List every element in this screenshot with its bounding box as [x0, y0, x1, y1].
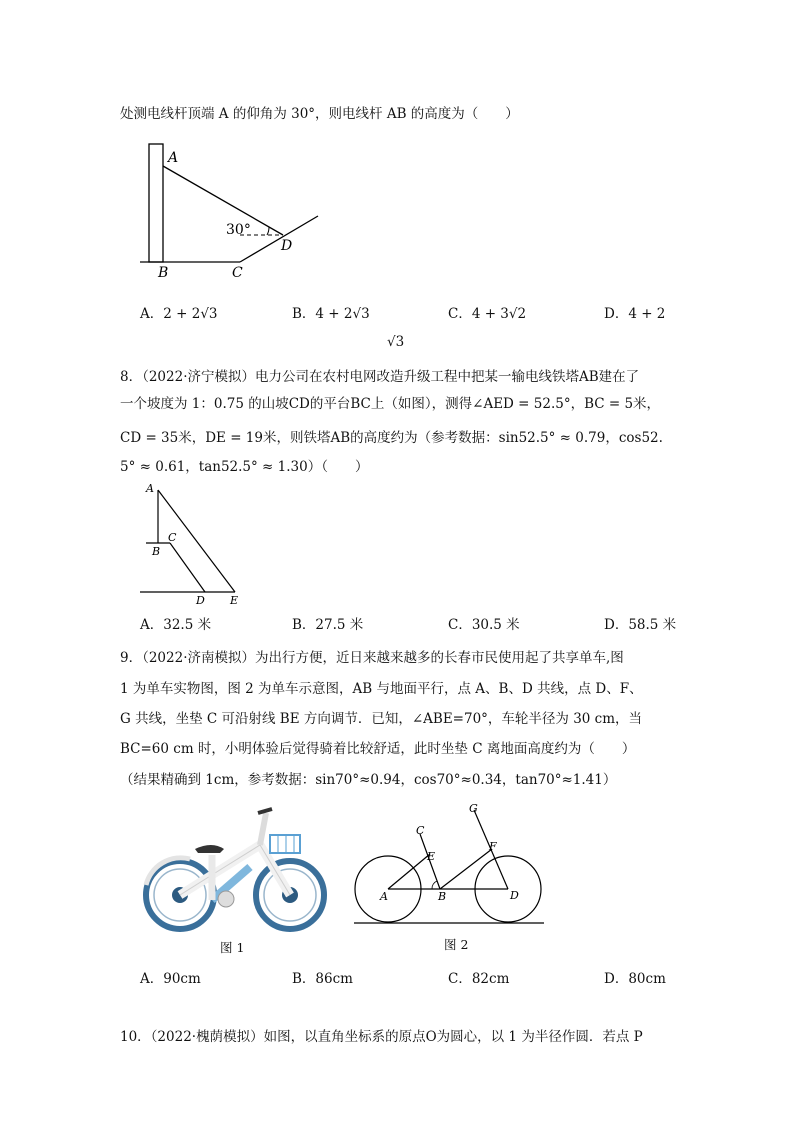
q9-stem-line5: （结果精确到 1cm，参考数据：sin70°≈0.94，cos70°≈0.34，tan70°≈1.41） [120, 772, 617, 788]
bicycle-photo [140, 805, 330, 935]
q8-figure [138, 478, 248, 608]
q8-label-d: D [196, 594, 205, 607]
q8-label-c: C [168, 531, 177, 544]
q9-stem-line4: BC=60 cm 时，小明体验后觉得骑着比较舒适，此时坐垫 C 离地面高度约为（ ） [120, 741, 636, 757]
q9-stem-line3: G 共线，坐垫 C 可沿射线 BE 方向调节．已知，∠ABE=70°，车轮半径为 30 cm，当 [120, 711, 643, 727]
q8-stem-line4: 5° ≈ 0.61，tan52.5° ≈ 1.30）（ ） [120, 459, 369, 475]
q7-label-c: C [232, 265, 243, 281]
q7-stem-line1: 处测电线杆顶端 A 的仰角为 30°，则电线杆 AB 的高度为（ ） [120, 106, 519, 122]
bicycle-schematic [352, 796, 547, 930]
q7-option-a[interactable]: A．2 + 2√3 [140, 306, 218, 322]
q9-option-a[interactable]: A．90cm [140, 971, 201, 987]
q7-option-b[interactable]: B．4 + 2√3 [292, 306, 370, 322]
q7-figure [140, 138, 330, 283]
q7-label-b: B [158, 265, 169, 281]
schematic-label-c: C [416, 824, 425, 837]
figure-1-caption: 图 1 [220, 940, 245, 955]
schematic-label-d: D [510, 889, 519, 902]
q7-angle-label: 30° [226, 222, 251, 238]
schematic-label-b: B [438, 890, 447, 903]
q9-stem-line2: 1 为单车实物图，图 2 为单车示意图，AB 与地面平行，点 A、B、D 共线，点 D、F、 [120, 681, 643, 697]
q7-label-d: D [281, 238, 293, 254]
q9-option-b[interactable]: B．86cm [292, 971, 353, 987]
schematic-label-e: E [427, 850, 436, 863]
schematic-label-f: F [489, 840, 497, 853]
q8-label-a: A [146, 482, 154, 495]
q9-option-d[interactable]: D．80cm [604, 971, 666, 987]
q8-label-b: B [152, 545, 161, 558]
schematic-label-g: G [469, 802, 478, 815]
figure-2-caption: 图 2 [444, 937, 469, 952]
q7-option-d-continued: √3 [387, 334, 405, 350]
q8-option-b[interactable]: B．27.5 米 [292, 617, 364, 633]
q8-stem-line2: 一个坡度为 1：0.75 的山坡CD的平台BC上（如图），测得∠AED = 52.5°，BC = 5米， [120, 396, 661, 412]
q7-option-c[interactable]: C．4 + 3√2 [448, 306, 527, 322]
q8-option-d[interactable]: D．58.5 米 [604, 617, 677, 633]
q8-stem-line3: CD = 35米，DE = 19米，则铁塔AB的高度约为（参考数据：sin52.5° ≈ 0.79，cos52. [120, 430, 663, 446]
q10-stem-line1: 10．（2022·槐荫模拟）如图，以直角坐标系的原点O为圆心，以 1 为半径作圆．若点 P [120, 1029, 643, 1045]
schematic-label-a: A [380, 890, 388, 903]
q8-option-a[interactable]: A．32.5 米 [140, 617, 212, 633]
q8-label-e: E [230, 594, 239, 607]
q7-option-d[interactable]: D．4 + 2 [604, 306, 666, 322]
q9-option-c[interactable]: C．82cm [448, 971, 510, 987]
q8-option-c[interactable]: C．30.5 米 [448, 617, 520, 633]
q9-stem-line1: 9．（2022·济南模拟）为出行方便，近日来越来越多的长春市民使用起了共享单车,图 [120, 650, 624, 666]
q8-stem-line1: 8．（2022·济宁模拟）电力公司在农村电网改造升级工程中把某一输电线铁塔AB建在了 [120, 369, 640, 385]
q7-label-a: A [168, 150, 179, 166]
